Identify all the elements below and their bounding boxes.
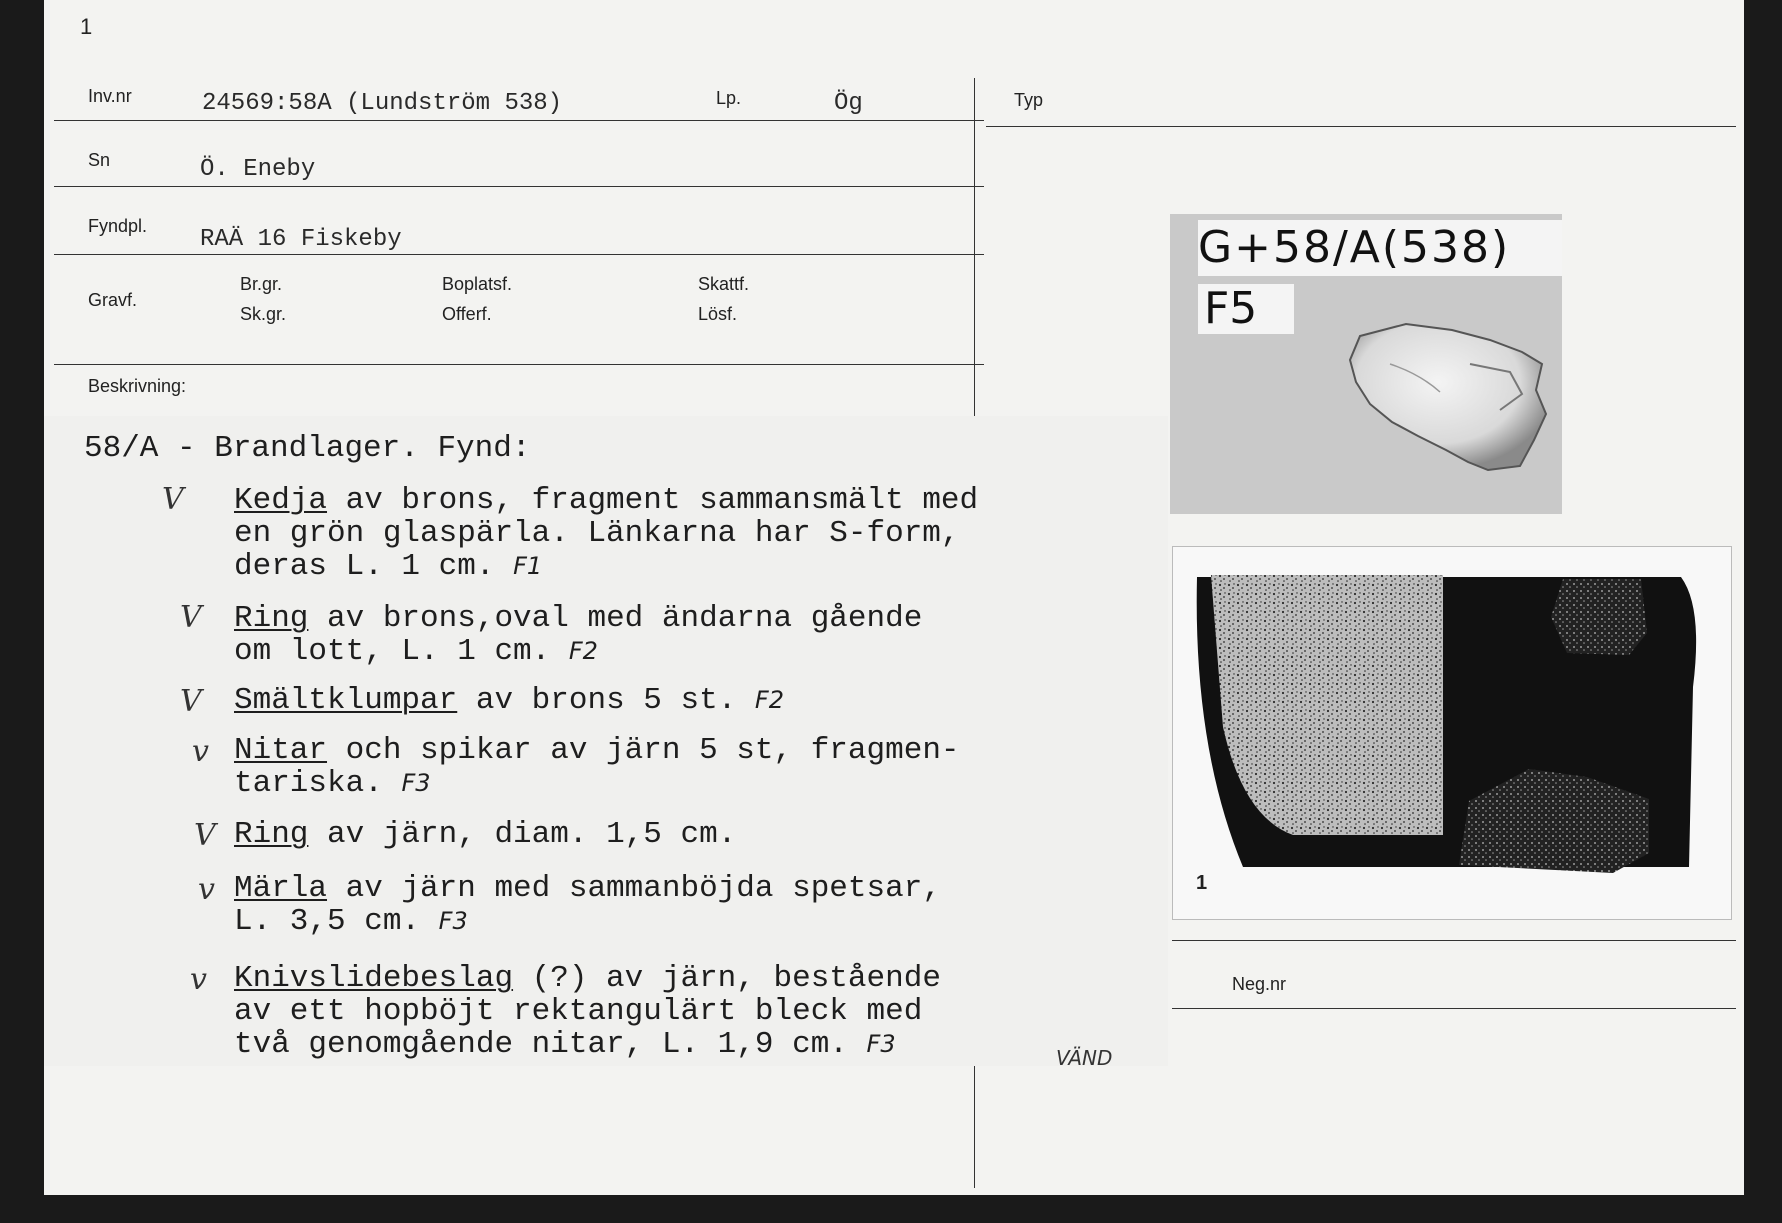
catalog-card — [44, 0, 1744, 1195]
entry-ring-jarn: Ring av järn, diam. 1,5 cm. — [234, 817, 737, 852]
drawing-figure — [1173, 547, 1731, 919]
check-mark: v — [192, 734, 209, 769]
turn-note: VÄND — [1056, 1046, 1113, 1070]
neg-bottom-line — [1172, 1008, 1736, 1009]
lp-value: Ög — [834, 90, 863, 117]
row-line-2 — [54, 186, 984, 187]
fyndpl-value: RAÄ 16 Fiskeby — [200, 226, 402, 253]
row-line-1 — [54, 120, 984, 121]
check-mark: V — [180, 684, 202, 719]
entry-marla: Märla av järn med sammanböjda spetsar, L. 3,5 cm. F3 — [234, 871, 941, 939]
neg-top-line — [1172, 940, 1736, 941]
sn-label: Sn — [88, 150, 111, 170]
check-mark: v — [190, 962, 207, 997]
description-heading: 58/A - Brandlager. Fynd: — [84, 431, 531, 466]
offerf-label: Offerf. — [442, 304, 492, 324]
check-mark: V — [180, 600, 202, 635]
entry-ring-brons: Ring av brons,oval med ändarna gående om lott, L. 1 cm. F2 — [234, 601, 923, 669]
fragment-shape — [1170, 214, 1562, 514]
entry-nitar: Nitar och spikar av järn 5 st, fragmen- tariska. F3 — [234, 733, 960, 801]
entry-smaltklumpar: Smältklumpar av brons 5 st. F2 — [234, 683, 784, 718]
boplatsf-label: Boplatsf. — [442, 274, 513, 294]
skgr-label: Sk.gr. — [240, 304, 287, 324]
check-mark: v — [198, 872, 215, 907]
description-slip — [44, 416, 1168, 1070]
entry-kedja: Kedja av brons, fragment sammansmält med en grön glaspärla. Länkarna har S-form, deras L. 1 cm. F1 — [234, 483, 979, 584]
sn-value: Ö. Eneby — [200, 156, 316, 183]
inv-value: 24569:58A (Lundström 538) — [202, 90, 563, 117]
find-photo — [1170, 214, 1562, 514]
neg-label: Neg.nr — [1232, 974, 1287, 994]
entry-knivslidebeslag: Knivslidebeslag (?) av järn, bestående av ett hopböjt rektangulärt bleck med två genomgående nitar, L. 1,9 cm. F3 — [234, 961, 941, 1062]
row-line-3 — [54, 254, 984, 255]
brgr-label: Br.gr. — [240, 274, 283, 294]
drawing-number: 1 — [1196, 872, 1208, 894]
inv-label: Inv.nr — [88, 86, 132, 106]
card-number: 1 — [80, 14, 93, 39]
row-line-4 — [54, 364, 984, 365]
beskrivning-label: Beskrivning: — [88, 376, 187, 396]
gravf-label: Gravf. — [88, 290, 138, 310]
skattf-label: Skattf. — [698, 274, 750, 294]
typ-label: Typ — [1014, 90, 1044, 110]
check-mark: V — [194, 818, 216, 853]
find-drawing — [1172, 546, 1732, 920]
photo-label-f5: F5 — [1198, 284, 1294, 334]
lp-label: Lp. — [716, 88, 742, 108]
losf-label: Lösf. — [698, 304, 738, 324]
photo-label-number: G+58/A(538) — [1198, 220, 1562, 276]
check-mark: V — [162, 482, 184, 517]
typ-line — [986, 126, 1736, 127]
fyndpl-label: Fyndpl. — [88, 216, 148, 236]
